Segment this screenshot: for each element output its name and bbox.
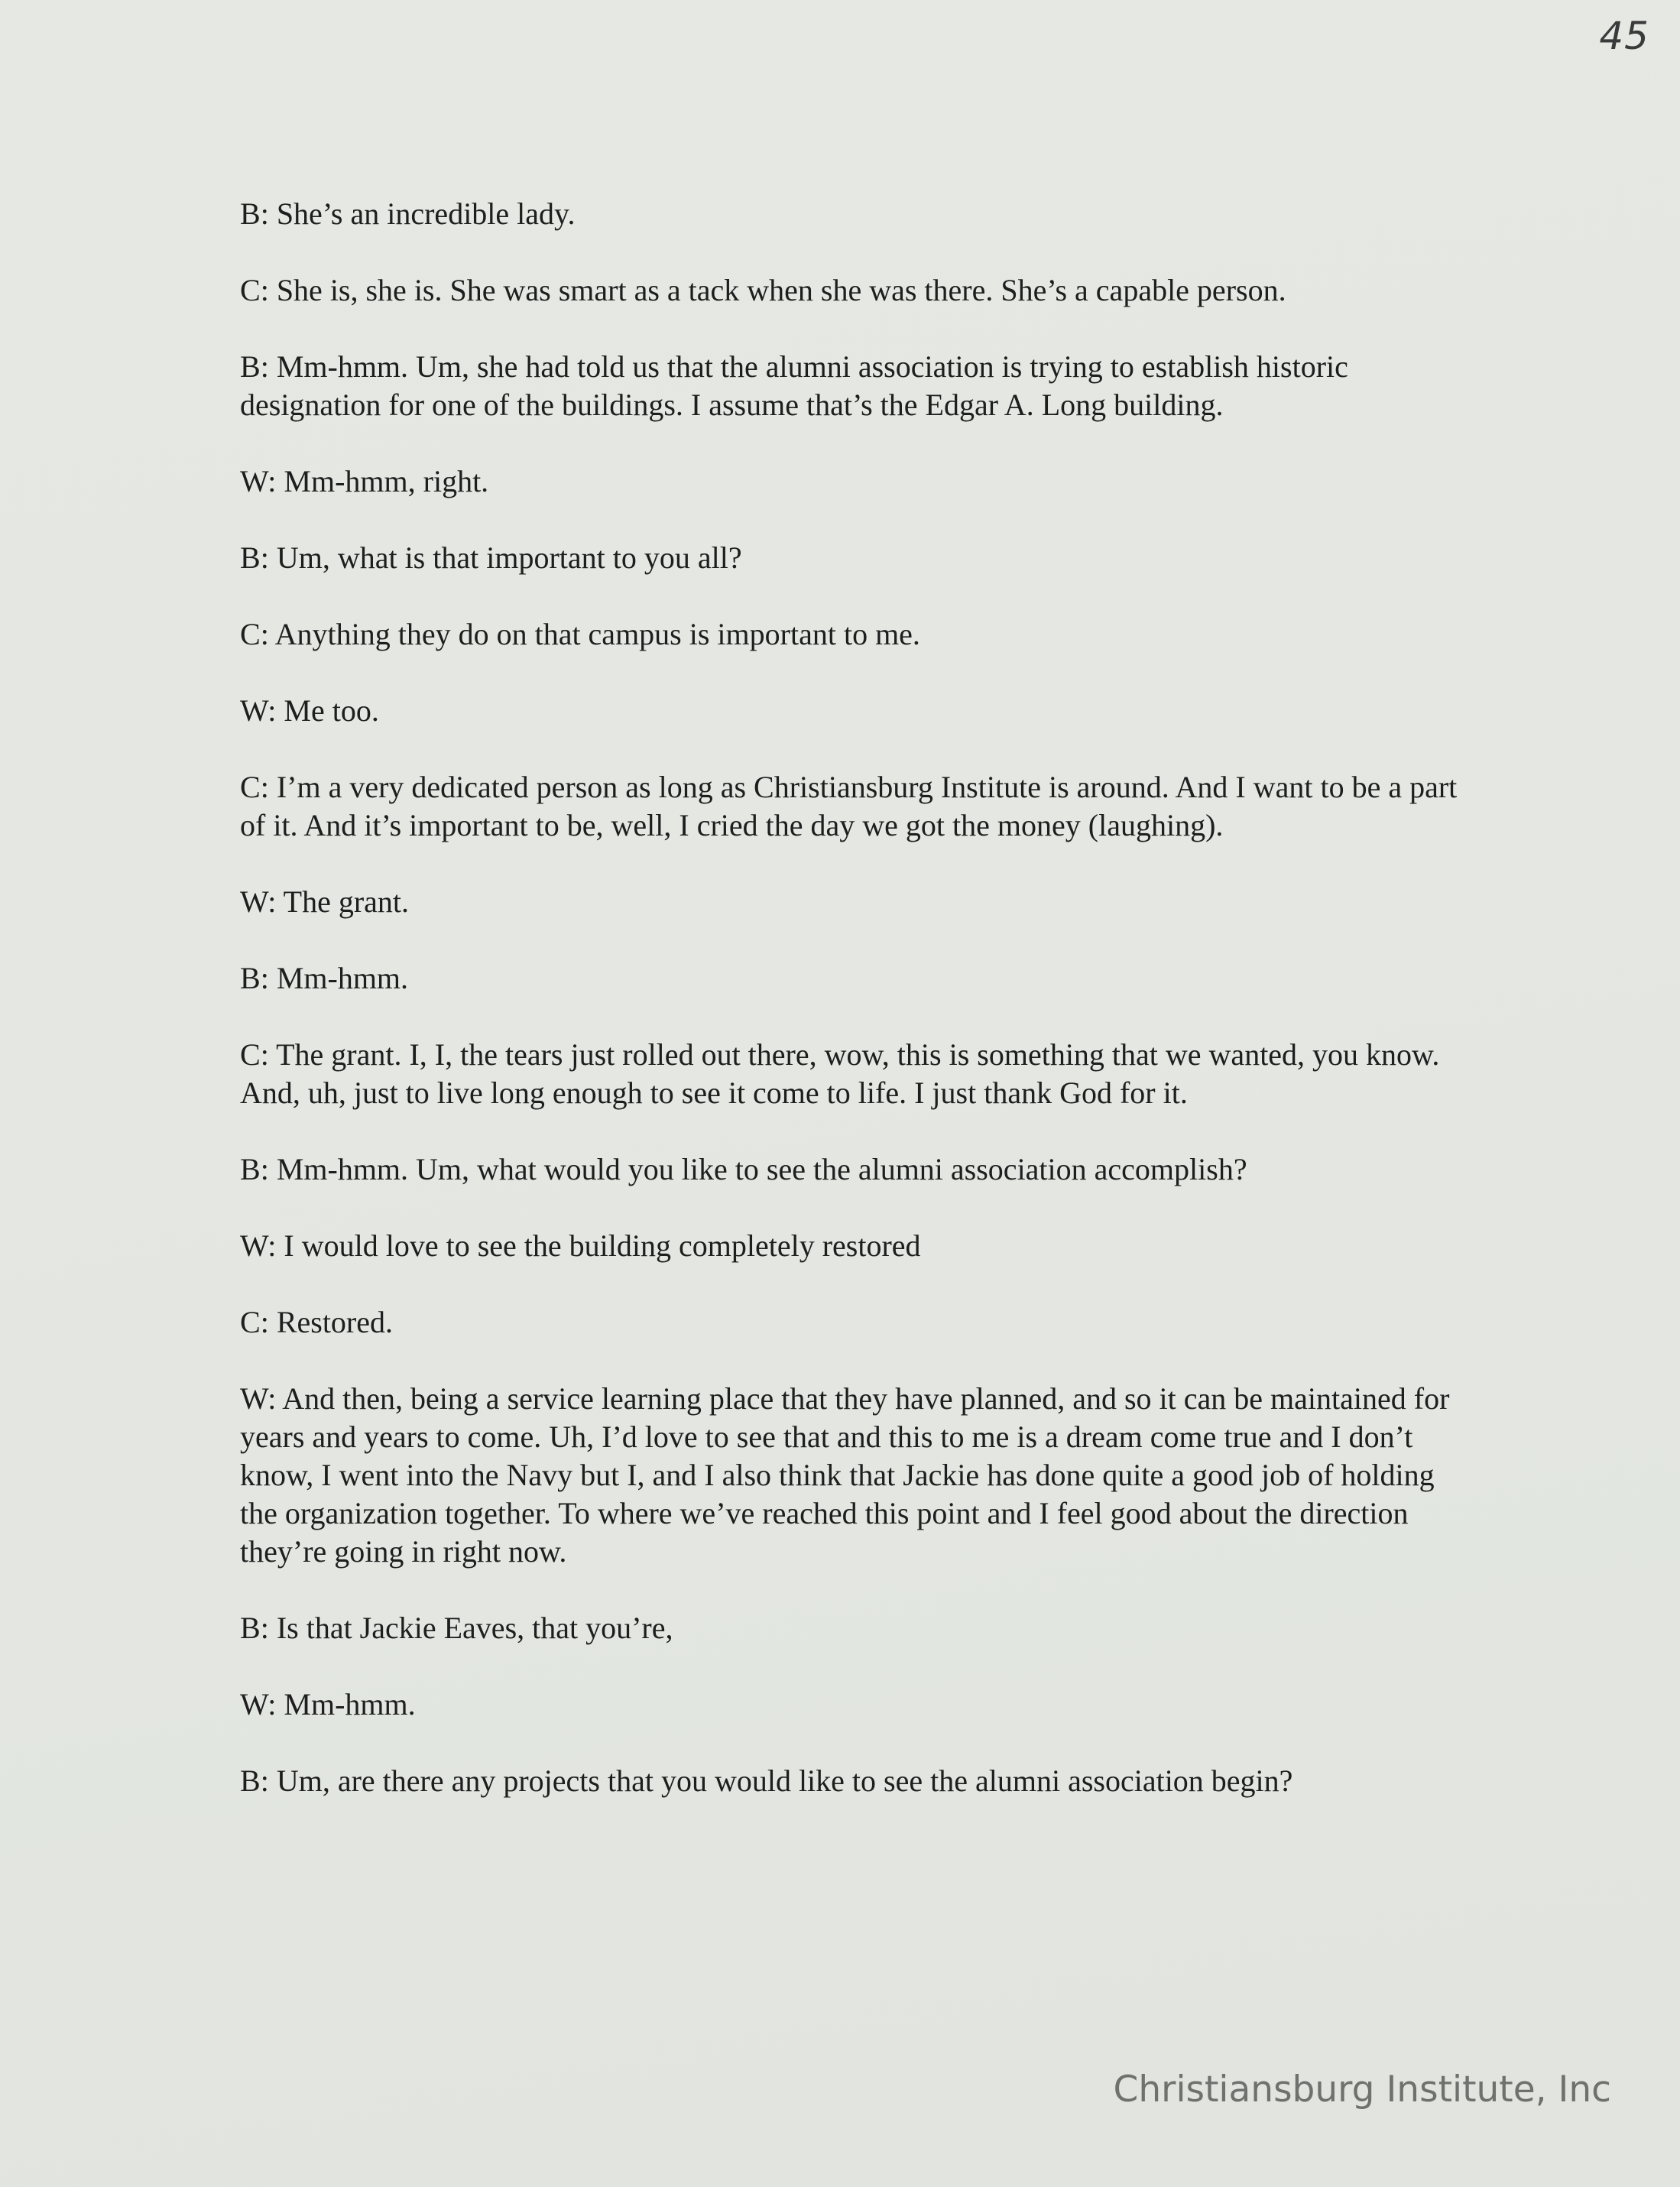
transcript-line	[240, 195, 1463, 233]
transcript-line	[240, 1227, 1463, 1265]
speaker-label: W :	[240, 1228, 284, 1263]
transcript	[240, 195, 1463, 1838]
speaker-label: B :	[240, 196, 277, 231]
speaker-label: B :	[240, 1764, 277, 1798]
transcript-line	[240, 1036, 1463, 1112]
speaker-label: W :	[240, 693, 284, 728]
speaker-label: B :	[240, 540, 277, 575]
transcript-line	[240, 959, 1463, 998]
line-text: She is, she is. She was smart as a tack when she was there. She’s a capable person.	[276, 273, 1286, 307]
line-text: Me too.	[284, 693, 379, 728]
transcript-line	[240, 271, 1463, 310]
speaker-label: W :	[240, 1381, 282, 1416]
line-text: She’s an incredible lady.	[276, 196, 576, 231]
line-text: Is that Jackie Eaves, that you’re,	[276, 1611, 673, 1645]
line-text: Um, are there any projects that you would like to see the alumni association begin?	[276, 1764, 1293, 1798]
transcript-line	[240, 1303, 1463, 1342]
transcript-line	[240, 1380, 1463, 1571]
speaker-label: C :	[240, 1037, 276, 1072]
speaker-label: B :	[240, 1152, 277, 1186]
speaker-label: C :	[240, 617, 275, 651]
speaker-label: B :	[240, 349, 277, 384]
line-text: Mm-hmm, right.	[284, 464, 489, 498]
line-text: The grant. I, I, the tears just rolled out there, wow, this is something that we wanted, you know. And, uh, just to live long enough to see it come to life. I just thank God for it.	[240, 1037, 1440, 1110]
transcript-line	[240, 615, 1463, 654]
transcript-line	[240, 462, 1463, 501]
line-text: Mm-hmm.	[276, 961, 409, 995]
speaker-label: B :	[240, 961, 277, 995]
speaker-label: B :	[240, 1611, 277, 1645]
transcript-line	[240, 768, 1463, 845]
speaker-label: W :	[240, 884, 284, 919]
speaker-label: C :	[240, 273, 277, 307]
line-text: I would love to see the building completely restored	[284, 1228, 921, 1263]
speaker-label: C :	[240, 770, 277, 804]
line-text: Um, what is that important to you all?	[276, 540, 742, 575]
line-text: And then, being a service learning place that they have planned, and so it can be maintained for years and years to come. Uh, I’d love to see that and this to me is a dream come true and I don’t know, I went into the Navy but I, and I also think that Jackie has done quite a good job of holding the organization together. To where we’ve reached this point and I feel good about the direction they’re going in right now.	[240, 1381, 1450, 1569]
speaker-label: W :	[240, 464, 284, 498]
line-text: Restored.	[276, 1305, 393, 1339]
transcript-line	[240, 1609, 1463, 1647]
line-text: Mm-hmm. Um, she had told us that the alumni association is trying to establish historic designation for one of the buildings. I assume that’s the Edgar A. Long building.	[240, 349, 1348, 422]
transcript-line	[240, 1686, 1463, 1724]
transcript-line	[240, 1150, 1463, 1189]
transcript-line	[240, 883, 1463, 921]
speaker-label: C :	[240, 1305, 277, 1339]
line-text: Mm-hmm.	[284, 1687, 416, 1721]
transcript-line	[240, 1762, 1463, 1800]
line-text: Mm-hmm. Um, what would you like to see the alumni association accomplish?	[276, 1152, 1247, 1186]
line-text: Anything they do on that campus is important to me.	[274, 617, 920, 651]
transcript-line	[240, 539, 1463, 577]
line-text: I’m a very dedicated person as long as Christiansburg Institute is around. And I want to be a part of it. And it’s important to be, well, I cried the day we got the money (laughing).	[240, 770, 1458, 842]
watermark: Christiansburg Institute, Inc	[1113, 2069, 1611, 2111]
line-text: The grant.	[283, 884, 410, 919]
page-number: 45	[1599, 14, 1649, 58]
transcript-line	[240, 348, 1463, 424]
transcript-line	[240, 692, 1463, 730]
speaker-label: W :	[240, 1687, 284, 1721]
